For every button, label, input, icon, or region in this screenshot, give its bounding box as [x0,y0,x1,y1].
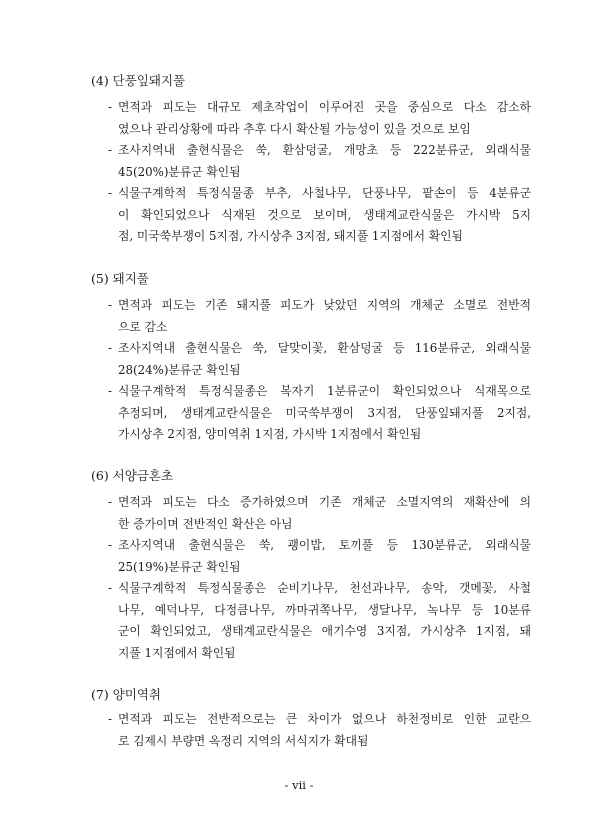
bullet-item [108,492,531,535]
bullet-line: 지풀 1지점에서 확인됨 [118,645,236,660]
bullet-line: 점, 미국쑥부쟁이 5지점, 가시상추 3지점, 돼지풀 1지점에서 확인됨 [118,229,463,243]
section-heading: (6) 서양금혼초 [91,468,174,483]
bullet-line: 식물구계학적 특정식물종 부추, 사철나무, 단풍나무, 팥손이 등 4분류군 [118,186,531,200]
bullet-line: 면적과 피도는 다소 증가하였으며 기존 개체군 소멸지역의 재확산에 의 [118,495,531,509]
bullet-dash: - [108,581,112,595]
bullet-item [108,578,531,664]
section-heading: (5) 돼지풀 [91,271,149,286]
bullet-line: 로 김제시 부량면 옥정리 지역의 서식지가 확대됨 [118,733,369,748]
bullet-dash: - [108,341,112,355]
bullet-item [108,183,531,248]
section-5 [91,269,531,446]
section-heading: (7) 양미역취 [91,687,161,702]
section-7 [91,685,531,752]
bullet-item [108,97,531,140]
bullet-item [108,381,531,446]
bullet-dash: - [108,100,112,114]
bullet-dash: - [108,298,112,312]
bullet-dash: - [108,538,112,552]
bullet-line: 28(24%)분류군 확인됨 [118,362,241,377]
bullet-line: 면적과 피도는 기존 돼지풀 피도가 낮았던 지역의 개체군 소멸로 전반적 [118,298,531,312]
bullet-dash: - [108,186,112,200]
bullet-item [108,535,531,578]
bullet-line: 조사지역내 출현식물은 쑥, 괭이밥, 토끼풀 등 130분류군, 외래식물 [118,538,531,552]
section-heading: (4) 단풍잎돼지풀 [91,73,186,88]
bullet-line: 추정되며, 생태계교란식물은 미국쑥부쟁이 3지점, 단풍잎돼지풀 2지점, [118,405,531,420]
bullet-line: 였으나 관리상황에 따라 추후 다시 확산될 가능성이 있을 것으로 보임 [118,121,471,136]
bullet-item [108,140,531,183]
bullet-dash: - [108,143,112,157]
bullet-item [108,338,531,381]
bullet-dash: - [108,384,112,398]
bullet-line: 식물구계학적 특정식물종은 복자기 1분류군이 확인되었으나 식재목으로 [118,384,531,398]
bullet-item [108,709,531,752]
bullet-line: 조사지역내 출현식물은 쑥, 달맞이꽃, 환삼덩굴 등 116분류군, 외래식물 [118,341,531,355]
bullet-line: 45(20%)분류군 확인됨 [118,164,241,179]
bullet-line: 한 증가이며 전반적인 확산은 아님 [118,516,293,531]
bullet-item [108,295,531,338]
bullet-line: 군이 확인되었고, 생태계교란식물은 애기수영 3지점, 가시상추 1지점, 돼 [118,624,531,638]
bullet-line: 25(19%)분류군 확인됨 [118,559,241,574]
bullet-line: 식물구계학적 특정식물종은 순비기나무, 천선과나무, 송악, 갯메꽃, 사철 [118,581,531,595]
bullet-line: 가시상추 2지점, 양미역취 1지점, 가시박 1지점에서 확인됨 [118,427,422,441]
page-number: - vii - [284,778,314,792]
bullet-line: 이 확인되었으나 식재된 것으로 보이며, 생태계교란식물은 가시박 5지 [118,207,531,222]
bullet-line: 나무, 예덕나무, 다정큼나무, 까마귀쪽나무, 생달나무, 녹나무 등 10분류 [118,602,531,617]
bullet-dash: - [108,495,112,509]
bullet-line: 면적과 피도는 대규모 제초작업이 이루어진 곳을 중심으로 다소 감소하 [118,100,531,114]
bullet-dash: - [108,712,112,726]
section-6 [91,466,531,664]
bullet-line: 으로 감소 [118,319,168,334]
bullet-line: 면적과 피도는 전반적으로는 큰 차이가 없으나 하천정비로 인한 교란으 [118,712,531,726]
section-4 [91,71,531,248]
bullet-line: 조사지역내 출현식물은 쑥, 환삼덩굴, 개망초 등 222분류군, 외래식물 [118,143,531,157]
